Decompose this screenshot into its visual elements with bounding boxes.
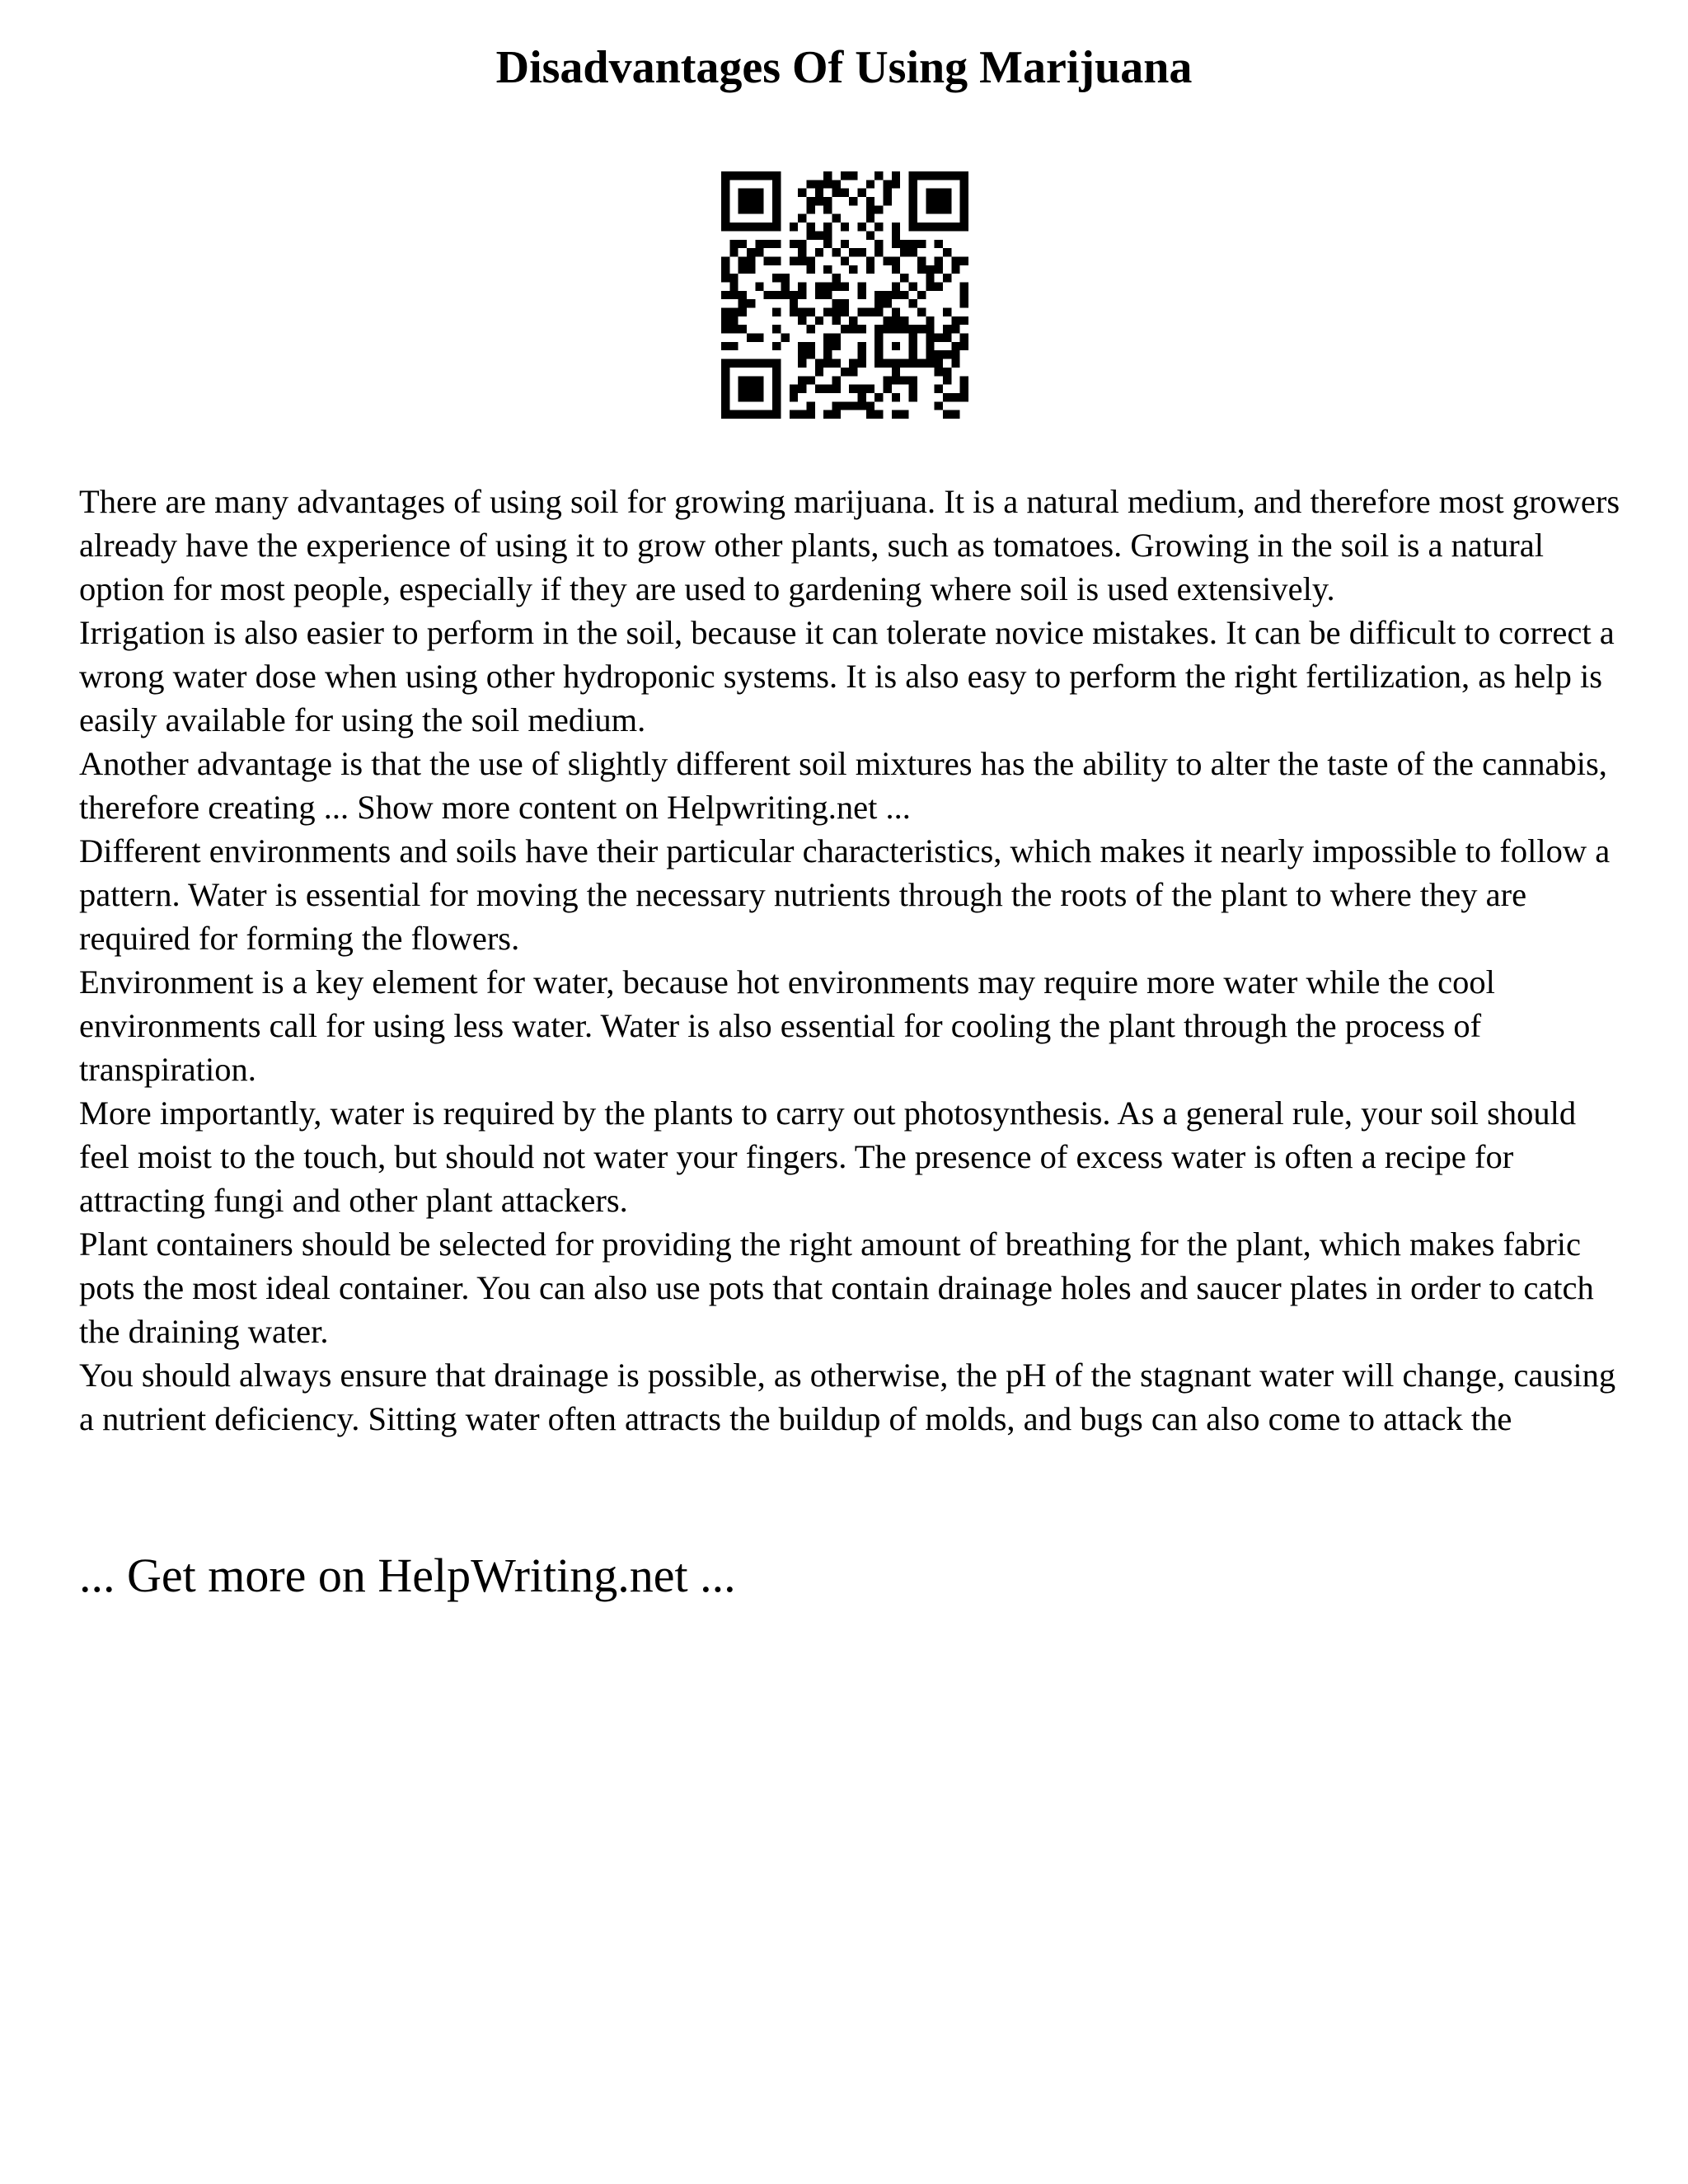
paragraph: You should always ensure that drainage is possible, as otherwise, the pH of the stagnant water will change, causing a nutrient deficiency. Sitting water often attracts the buildup of molds, and bugs can also come to attack the bbox=[79, 1357, 1616, 1437]
paragraph: Irrigation is also easier to perform in the soil, because it can tolerate novice mistakes. It can be difficult to correct a wrong water dose when using other hydroponic systems. It is also easy to perform the right fertilization, as help is easily available for using the soil medium. bbox=[79, 614, 1615, 738]
paragraph: There are many advantages of using soil for growing marijuana. It is a natural medium, and therefore most growers already have the experience of using it to grow other plants, such as tomatoes. Growing in the soil is a natural option for most people, especially if they are used to gardening where soil is used extensively. bbox=[79, 483, 1620, 607]
paragraph: Another advantage is that the use of slightly different soil mixtures has the ability to alter the taste of the cannabis, therefore creating ... Show more content on Helpwriting.net ... bbox=[79, 745, 1607, 826]
page-title: Disadvantages Of Using Marijuana bbox=[495, 42, 1193, 93]
article-body bbox=[79, 480, 1629, 1441]
paragraph: Environment is a key element for water, because hot environments may require more water while the cool environments call for using less water. Water is also essential for cooling the plant through the process of transpiration. bbox=[79, 963, 1495, 1088]
get-more-link[interactable]: ... Get more on HelpWriting.net ... bbox=[79, 1549, 736, 1602]
paragraph: Plant containers should be selected for providing the right amount of breathing for the plant, which makes fabric pots the most ideal container. You can also use pots that contain drainage holes and saucer plates in order to catch the draining water. bbox=[79, 1226, 1594, 1350]
qr-code-icon bbox=[721, 171, 968, 419]
paragraph: More importantly, water is required by the plants to carry out photosynthesis. As a general rule, your soil should feel moist to the touch, but should not water your fingers. The presence of excess water is often a recipe for attracting fungi and other plant attackers. bbox=[79, 1094, 1577, 1219]
paragraph: Different environments and soils have their particular characteristics, which makes it nearly impossible to follow a pattern. Water is essential for moving the necessary nutrients through the roots of the plant to where they are required for forming the flowers. bbox=[79, 832, 1611, 957]
